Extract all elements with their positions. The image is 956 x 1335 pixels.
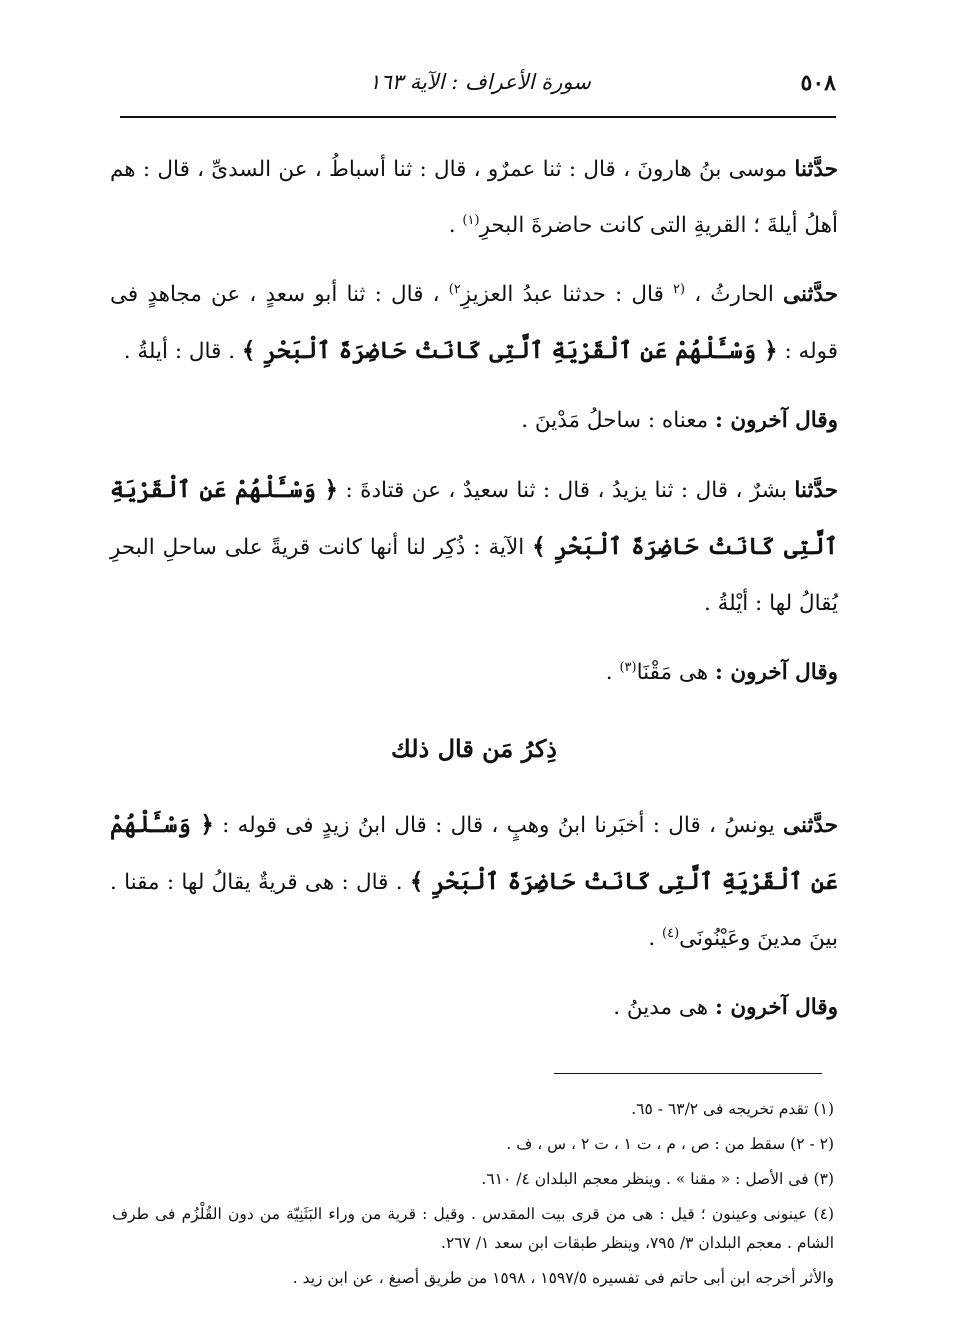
speaker: حدَّثنا <box>794 478 839 503</box>
footnote-2: (٢ - ٢) سقط من : ص ، م ، ت ١ ، ت ٢ ، س ، ف . <box>506 1135 834 1153</box>
footnote-note: والأثر أخرجه ابن أبى حاتم فى تفسيره ١٥٩٧/٥ ، ١٥٩٨ من طريق أصبغ ، عن ابن زيد . <box>292 1269 834 1287</box>
running-title: سورة الأعراف : الآية ١٦٣ <box>369 70 591 94</box>
paragraph-7 <box>110 980 838 1036</box>
narration: هى مدينُ . <box>613 995 715 1020</box>
narration-end: . <box>648 926 662 951</box>
footnote-1: (١) تقدم تخريجه فى ٦٣/٢ - ٦٥. <box>631 1100 834 1118</box>
speaker: حدَّثنى <box>783 282 838 307</box>
narration: هى مَقْنَا <box>636 660 715 685</box>
quran-verse: ﴿ وَسْـَٔلْهُمْ عَنِ ٱلْقَرْيَةِ ٱلَّتِى كَانَتْ حَاضِرَةَ ٱلْبَحْرِ ﴾ <box>110 476 838 560</box>
footnote-marker: (٤) <box>662 925 680 941</box>
quran-verse: ﴿ وَسْـَٔلْهُمْ عَنِ ٱلْقَرْيَةِ ٱلَّتِى كَانَتْ حَاضِرَةَ ٱلْبَحْرِ ﴾ <box>241 337 778 364</box>
speaker: وقال آخرون : <box>714 408 838 433</box>
paragraph-4 <box>110 462 838 632</box>
narration: الحارثُ ، <box>685 282 784 307</box>
narration: ، قال : ثنا أبو سعدٍ ، عن مجاهدٍ فى قوله : <box>110 282 838 364</box>
footnote-marker: (٣) <box>619 659 637 675</box>
footnote-3: (٣) فى الأصل : « مقنا » . وينظر معجم البلدان ٤/ ٦١٠. <box>481 1170 834 1188</box>
page-number: ٥٠٨ <box>800 70 836 96</box>
section-heading: ذِكرُ مَن قال ذلك <box>391 734 557 763</box>
quran-verse: ﴿ وَسْـَٔلْهُمْ عَنِ ٱلْقَرْيَةِ ٱلَّتِى كَانَتْ حَاضِرَةَ ٱلْبَحْرِ ﴾ <box>110 811 838 895</box>
narration: بشرٌ ، قال : ثنا يزيدُ ، قال : ثنا سعيدٌ ، عن قتادةَ : <box>338 478 795 503</box>
speaker: وقال آخرون : <box>714 660 838 685</box>
paragraph-1 <box>110 142 838 254</box>
footnote-marker: (١) <box>462 212 480 228</box>
paragraph-2 <box>110 267 838 380</box>
footnotes <box>112 1095 834 1299</box>
narration: قال : حدثنا عبدُ العزيزِ <box>460 282 674 307</box>
speaker: حدَّثنى <box>783 813 838 838</box>
narration: موسى بنُ هارونَ ، قال : ثنا عمرٌو ، قال : ثنا أسباطُ ، عن السدىِّ ، قال : هم أهلُ أيلةَ ؛ القريةِ التى كانت حاضرةَ البحرِ <box>110 157 838 238</box>
footnote-marker: (٢ <box>673 281 686 297</box>
narration-end: . <box>448 213 463 238</box>
narration: يونسُ ، قال : أخبَرنا ابنُ وهبٍ ، قال : قال ابنُ زيدٍ فى قوله : <box>213 813 784 838</box>
page-header <box>120 60 836 118</box>
main-text <box>110 142 838 1049</box>
speaker: وقال آخرون : <box>714 995 838 1020</box>
narration: معناه : ساحلُ مَدْينَ . <box>521 408 715 433</box>
paragraph-6 <box>110 797 838 967</box>
narration: الآية : ذُكِر لنا أنها كانت قريةً على ساحلِ البحرِ يُقالُ لها : أيْلةُ . <box>110 535 838 616</box>
footnote-marker: ٢) <box>448 281 461 297</box>
paragraph-3 <box>110 393 838 449</box>
narration: . قال : هى قريةٌ يقالُ لها : مقنا . بينَ مدينَ وعَيْنُونَى <box>110 870 838 951</box>
footnote-divider <box>554 1073 822 1074</box>
narration-end: . <box>605 660 620 685</box>
footnote-4: (٤) عينونى وعينون ؛ قيل : هى من قرى بيت المقدس . وقيل : قرية من وراء البَثَنِيّة من دون القُلْزُم فى طرف الشام . معجم البلدان ٣/ ٧٩٥، وينظر طبقات ابن سعد ١/ ٢٦٧. <box>112 1205 834 1252</box>
speaker: حدَّثنا <box>794 157 838 182</box>
narration-end: . قال : أيلةُ . <box>123 339 242 364</box>
paragraph-5 <box>110 645 838 701</box>
